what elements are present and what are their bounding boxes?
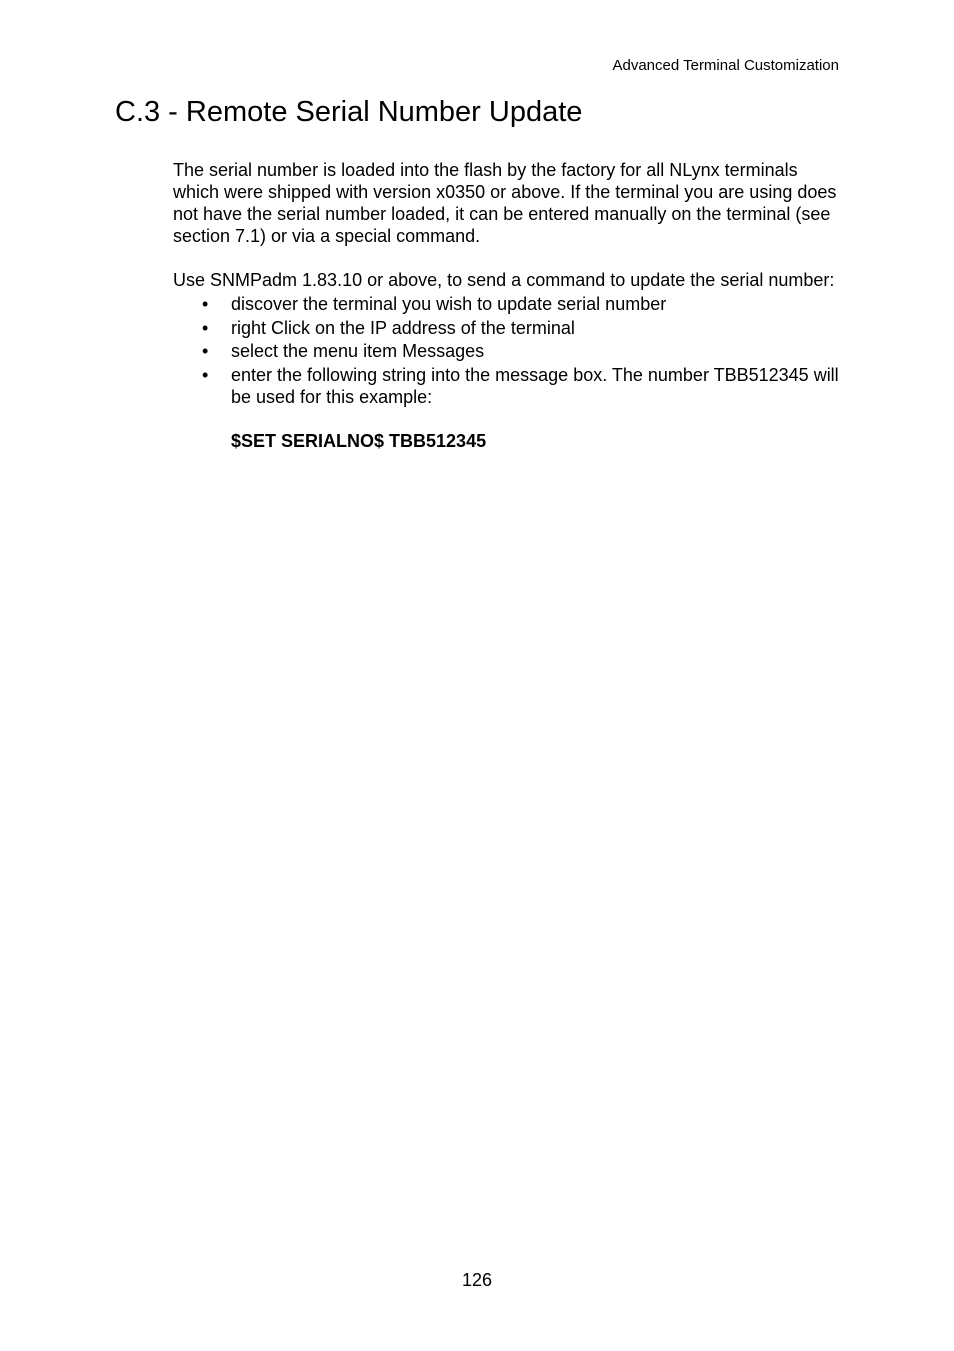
steps-list	[173, 293, 841, 408]
bullet-icon: •	[202, 317, 209, 338]
section-title: C.3 - Remote Serial Number Update	[115, 96, 583, 128]
list-item	[173, 317, 841, 339]
step-text: enter the following string into the message box. The number TBB512345 will be used for this example:	[231, 364, 839, 407]
intro-paragraph: The serial number is loaded into the flash by the factory for all NLynx terminals which were shipped with version x0350 or above. If the terminal you are using does not have the serial number loaded, it can be entered manually on the terminal (see section 7.1) or via a special command.	[173, 160, 837, 246]
bullet-icon: •	[202, 341, 209, 361]
list-item	[173, 364, 841, 408]
list-item	[173, 293, 841, 315]
section-body	[173, 159, 841, 452]
instructions-paragraph: Use SNMPadm 1.83.10 or above, to send a command to update the serial number:	[173, 270, 835, 290]
command-string: $SET SERIALNO$ TBB512345	[231, 430, 487, 451]
running-header: Advanced Terminal Customization	[612, 57, 839, 74]
step-text: select the menu item Messages	[231, 341, 485, 361]
step-text: right Click on the IP address of the terminal	[231, 317, 575, 338]
bullet-icon: •	[202, 294, 209, 314]
paragraph-spacer	[173, 247, 841, 269]
bullet-icon: •	[202, 364, 209, 385]
page-number: 126	[461, 1270, 493, 1290]
list-item	[173, 340, 841, 362]
step-text: discover the terminal you wish to update serial number	[231, 294, 667, 314]
